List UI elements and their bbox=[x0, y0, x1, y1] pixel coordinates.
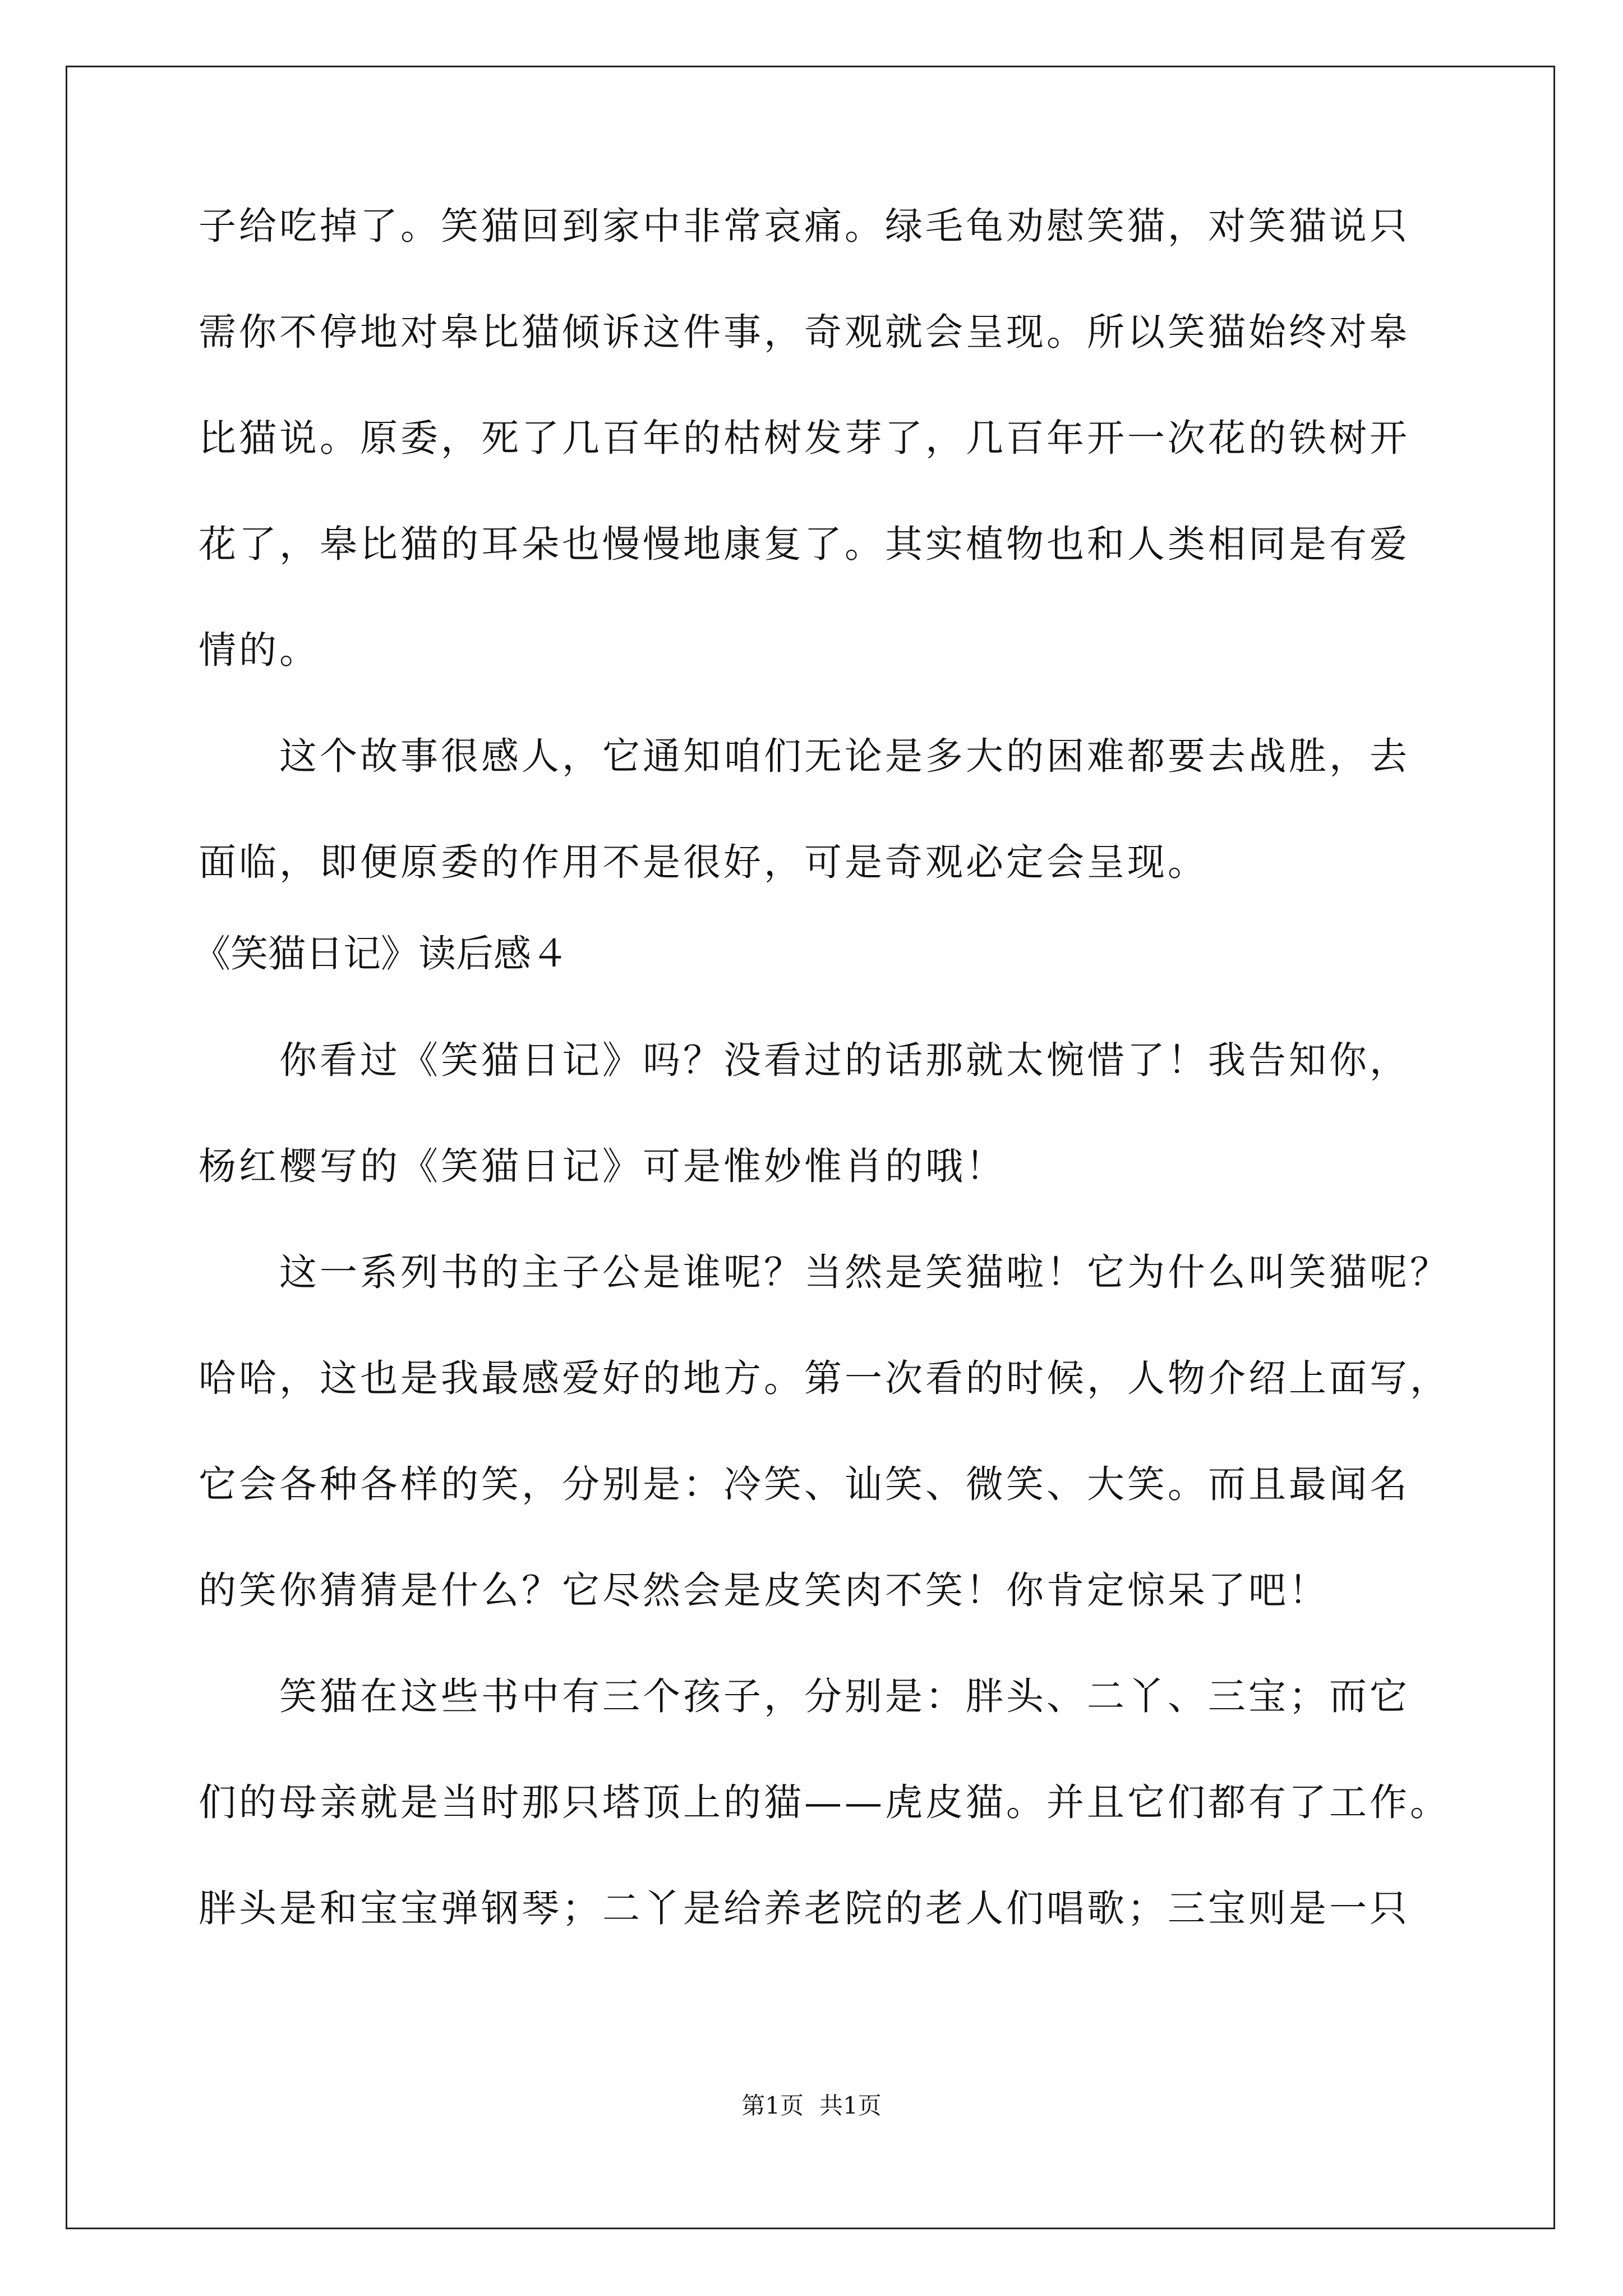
paragraph-start: 这个故事很感人，它通知咱们无论是多大的困难都要去战胜，去 bbox=[199, 734, 1410, 778]
text-line: 的笑你猜猜是什么？它尽然会是皮笑肉不笑！你肯定惊呆了吧！ bbox=[199, 1568, 1329, 1612]
page-number: 第1页 bbox=[741, 2092, 804, 2119]
text-line: 花了，皋比猫的耳朵也慢慢地康复了。其实植物也和人类相同是有爱 bbox=[199, 522, 1410, 566]
text-line: 胖头是和宝宝弹钢琴；二丫是给养老院的老人们唱歌；三宝则是一只 bbox=[199, 1887, 1410, 1930]
text-line: 们的母亲就是当时那只塔顶上的猫——虎皮猫。并且它们都有了工作。 bbox=[199, 1780, 1450, 1824]
paragraph-start: 这一系列书的主子公是谁呢？当然是笑猫啦！它为什么叫笑猫呢？ bbox=[199, 1250, 1450, 1294]
text-line: 面临，即便原委的作用不是很好，可是奇观必定会呈现。 bbox=[199, 840, 1208, 884]
page-total: 共1页 bbox=[819, 2092, 882, 2119]
paragraph-start: 你看过《笑猫日记》吗？没看过的话那就太惋惜了！我告知你， bbox=[199, 1038, 1410, 1082]
page-footer bbox=[0, 2094, 1623, 2118]
paragraph-start: 笑猫在这些书中有三个孩子，分别是：胖头、二丫、三宝；而它 bbox=[199, 1674, 1410, 1718]
text-line: 子给吃掉了。笑猫回到家中非常哀痛。绿毛龟劝慰笑猫，对笑猫说只 bbox=[199, 204, 1410, 248]
text-line: 它会各种各样的笑，分别是：冷笑、讪笑、微笑、大笑。而且最闻名 bbox=[199, 1462, 1410, 1506]
text-line: 情的。 bbox=[199, 628, 320, 672]
text-line: 比猫说。原委，死了几百年的枯树发芽了，几百年开一次花的铁树开 bbox=[199, 416, 1410, 460]
section-heading: 《笑猫日记》读后感４ bbox=[193, 932, 569, 976]
text-line: 需你不停地对皋比猫倾诉这件事，奇观就会呈现。所以笑猫始终对皋 bbox=[199, 310, 1410, 354]
text-line: 哈哈，这也是我最感爱好的地方。第一次看的时候，人物介绍上面写， bbox=[199, 1356, 1450, 1400]
text-line: 杨红樱写的《笑猫日记》可是惟妙惟肖的哦！ bbox=[199, 1144, 1006, 1188]
